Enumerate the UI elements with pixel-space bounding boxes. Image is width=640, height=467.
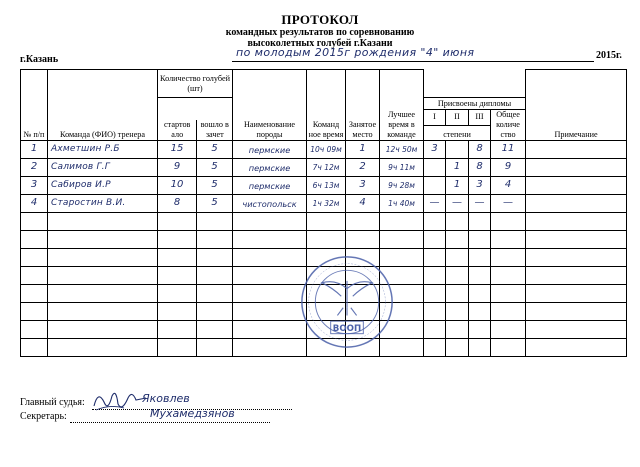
row-best-time: 9ч 11м [380, 159, 424, 177]
year-suffix: 2015г. [596, 50, 622, 61]
row-degree-1: 3 [424, 141, 446, 159]
row-started: 9 [158, 159, 197, 177]
table-row [21, 177, 627, 195]
col-header-degree-1: I [424, 110, 446, 126]
row-total: 11 [491, 141, 526, 159]
row-note [526, 141, 627, 159]
row-best-time: 1ч 40м [380, 195, 424, 213]
row-best-time: 9ч 28м [380, 177, 424, 195]
row-note [526, 195, 627, 213]
table-row [21, 195, 627, 213]
row-counted: 5 [197, 177, 233, 195]
row-best-time: 12ч 50м [380, 141, 424, 159]
row-breed: пермские [233, 159, 307, 177]
row-started: 15 [158, 141, 197, 159]
col-header-degree-2: II [446, 110, 469, 126]
col-header-degree-3: III [469, 110, 491, 126]
row-breed: чистопольск [233, 195, 307, 213]
row-team-time: 10ч 09м [307, 141, 346, 159]
row-team: Салимов Г.Г [48, 159, 158, 177]
table-row [21, 159, 627, 177]
row-degree-3: 8 [469, 159, 491, 177]
row-counted: 5 [197, 159, 233, 177]
diplomas-header-spacer [424, 70, 526, 98]
row-note [526, 177, 627, 195]
row-num: 3 [21, 177, 48, 195]
row-team-time: 7ч 12м [307, 159, 346, 177]
row-started: 8 [158, 195, 197, 213]
row-degree-3: 3 [469, 177, 491, 195]
row-team: Старостин В.И. [48, 195, 158, 213]
row-counted: 5 [197, 195, 233, 213]
row-note [526, 159, 627, 177]
row-degree-3: — [469, 195, 491, 213]
row-place: 1 [346, 141, 380, 159]
row-counted: 5 [197, 141, 233, 159]
col-header-num: № п/п [21, 70, 48, 141]
col-header-degrees: степени [424, 125, 491, 141]
judge-label: Главный судья: [20, 397, 85, 408]
col-header-team: Команда (ФИО) тренера [48, 70, 158, 141]
row-total: — [491, 195, 526, 213]
judge-signature-scribble [90, 386, 150, 416]
row-place: 4 [346, 195, 380, 213]
row-degree-1: — [424, 195, 446, 213]
stamp-text: ВООП [332, 323, 362, 334]
document-subtitle-line1: командных результатов по соревнованию [225, 27, 415, 38]
row-num: 2 [21, 159, 48, 177]
secretary-signature-line [70, 422, 270, 423]
row-breed: пермские [233, 141, 307, 159]
row-degree-1 [424, 177, 446, 195]
row-degree-2 [446, 141, 469, 159]
row-total: 9 [491, 159, 526, 177]
row-place: 3 [346, 177, 380, 195]
date-underline [232, 61, 594, 62]
col-header-diplomas: Присвоены дипломы [424, 98, 526, 110]
row-breed: пермские [233, 177, 307, 195]
row-degree-2: — [446, 195, 469, 213]
row-degree-2: 1 [446, 177, 469, 195]
row-team: Ахметшин Р.Б [48, 141, 158, 159]
row-num: 1 [21, 141, 48, 159]
row-started: 10 [158, 177, 197, 195]
judge-signature-name: Яковлев [142, 392, 190, 405]
col-header-pigeons-count: Количество голубей (шт) [158, 70, 233, 98]
row-place: 2 [346, 159, 380, 177]
secretary-signature-name: Мухамедзянов [150, 407, 235, 420]
table-row [21, 141, 627, 159]
col-header-breed: Наименование породы [233, 70, 307, 141]
document-subtitle-line2: высоколетных голубей г.Казани [247, 38, 393, 49]
organization-stamp [298, 254, 396, 350]
city-label: г.Казань [20, 54, 59, 65]
pigeons-subheader-cell [158, 98, 233, 141]
row-num: 4 [21, 195, 48, 213]
col-header-place: Занятое место [346, 70, 380, 141]
document-title: ПРОТОКОЛ [281, 12, 359, 27]
row-team-time: 6ч 13м [307, 177, 346, 195]
col-header-counted: вошло в зачет [196, 120, 232, 140]
table-row-empty [21, 231, 627, 249]
col-header-note: Примечание [526, 70, 627, 141]
col-header-best-time: Лучшее время в команде [380, 70, 424, 141]
table-row-empty [21, 213, 627, 231]
col-header-team-time: Команд ное время [307, 70, 346, 141]
col-header-started: стартов ало [164, 120, 191, 139]
row-team-time: 1ч 32м [307, 195, 346, 213]
col-header-total: Общее количе ство [491, 110, 526, 141]
row-total: 4 [491, 177, 526, 195]
row-degree-3: 8 [469, 141, 491, 159]
row-degree-2: 1 [446, 159, 469, 177]
handwritten-event-date: по молодым 2015г рождения "4" июня [236, 46, 475, 59]
secretary-label: Секретарь: [20, 411, 67, 422]
row-team: Сабиров И.Р [48, 177, 158, 195]
row-degree-1 [424, 159, 446, 177]
